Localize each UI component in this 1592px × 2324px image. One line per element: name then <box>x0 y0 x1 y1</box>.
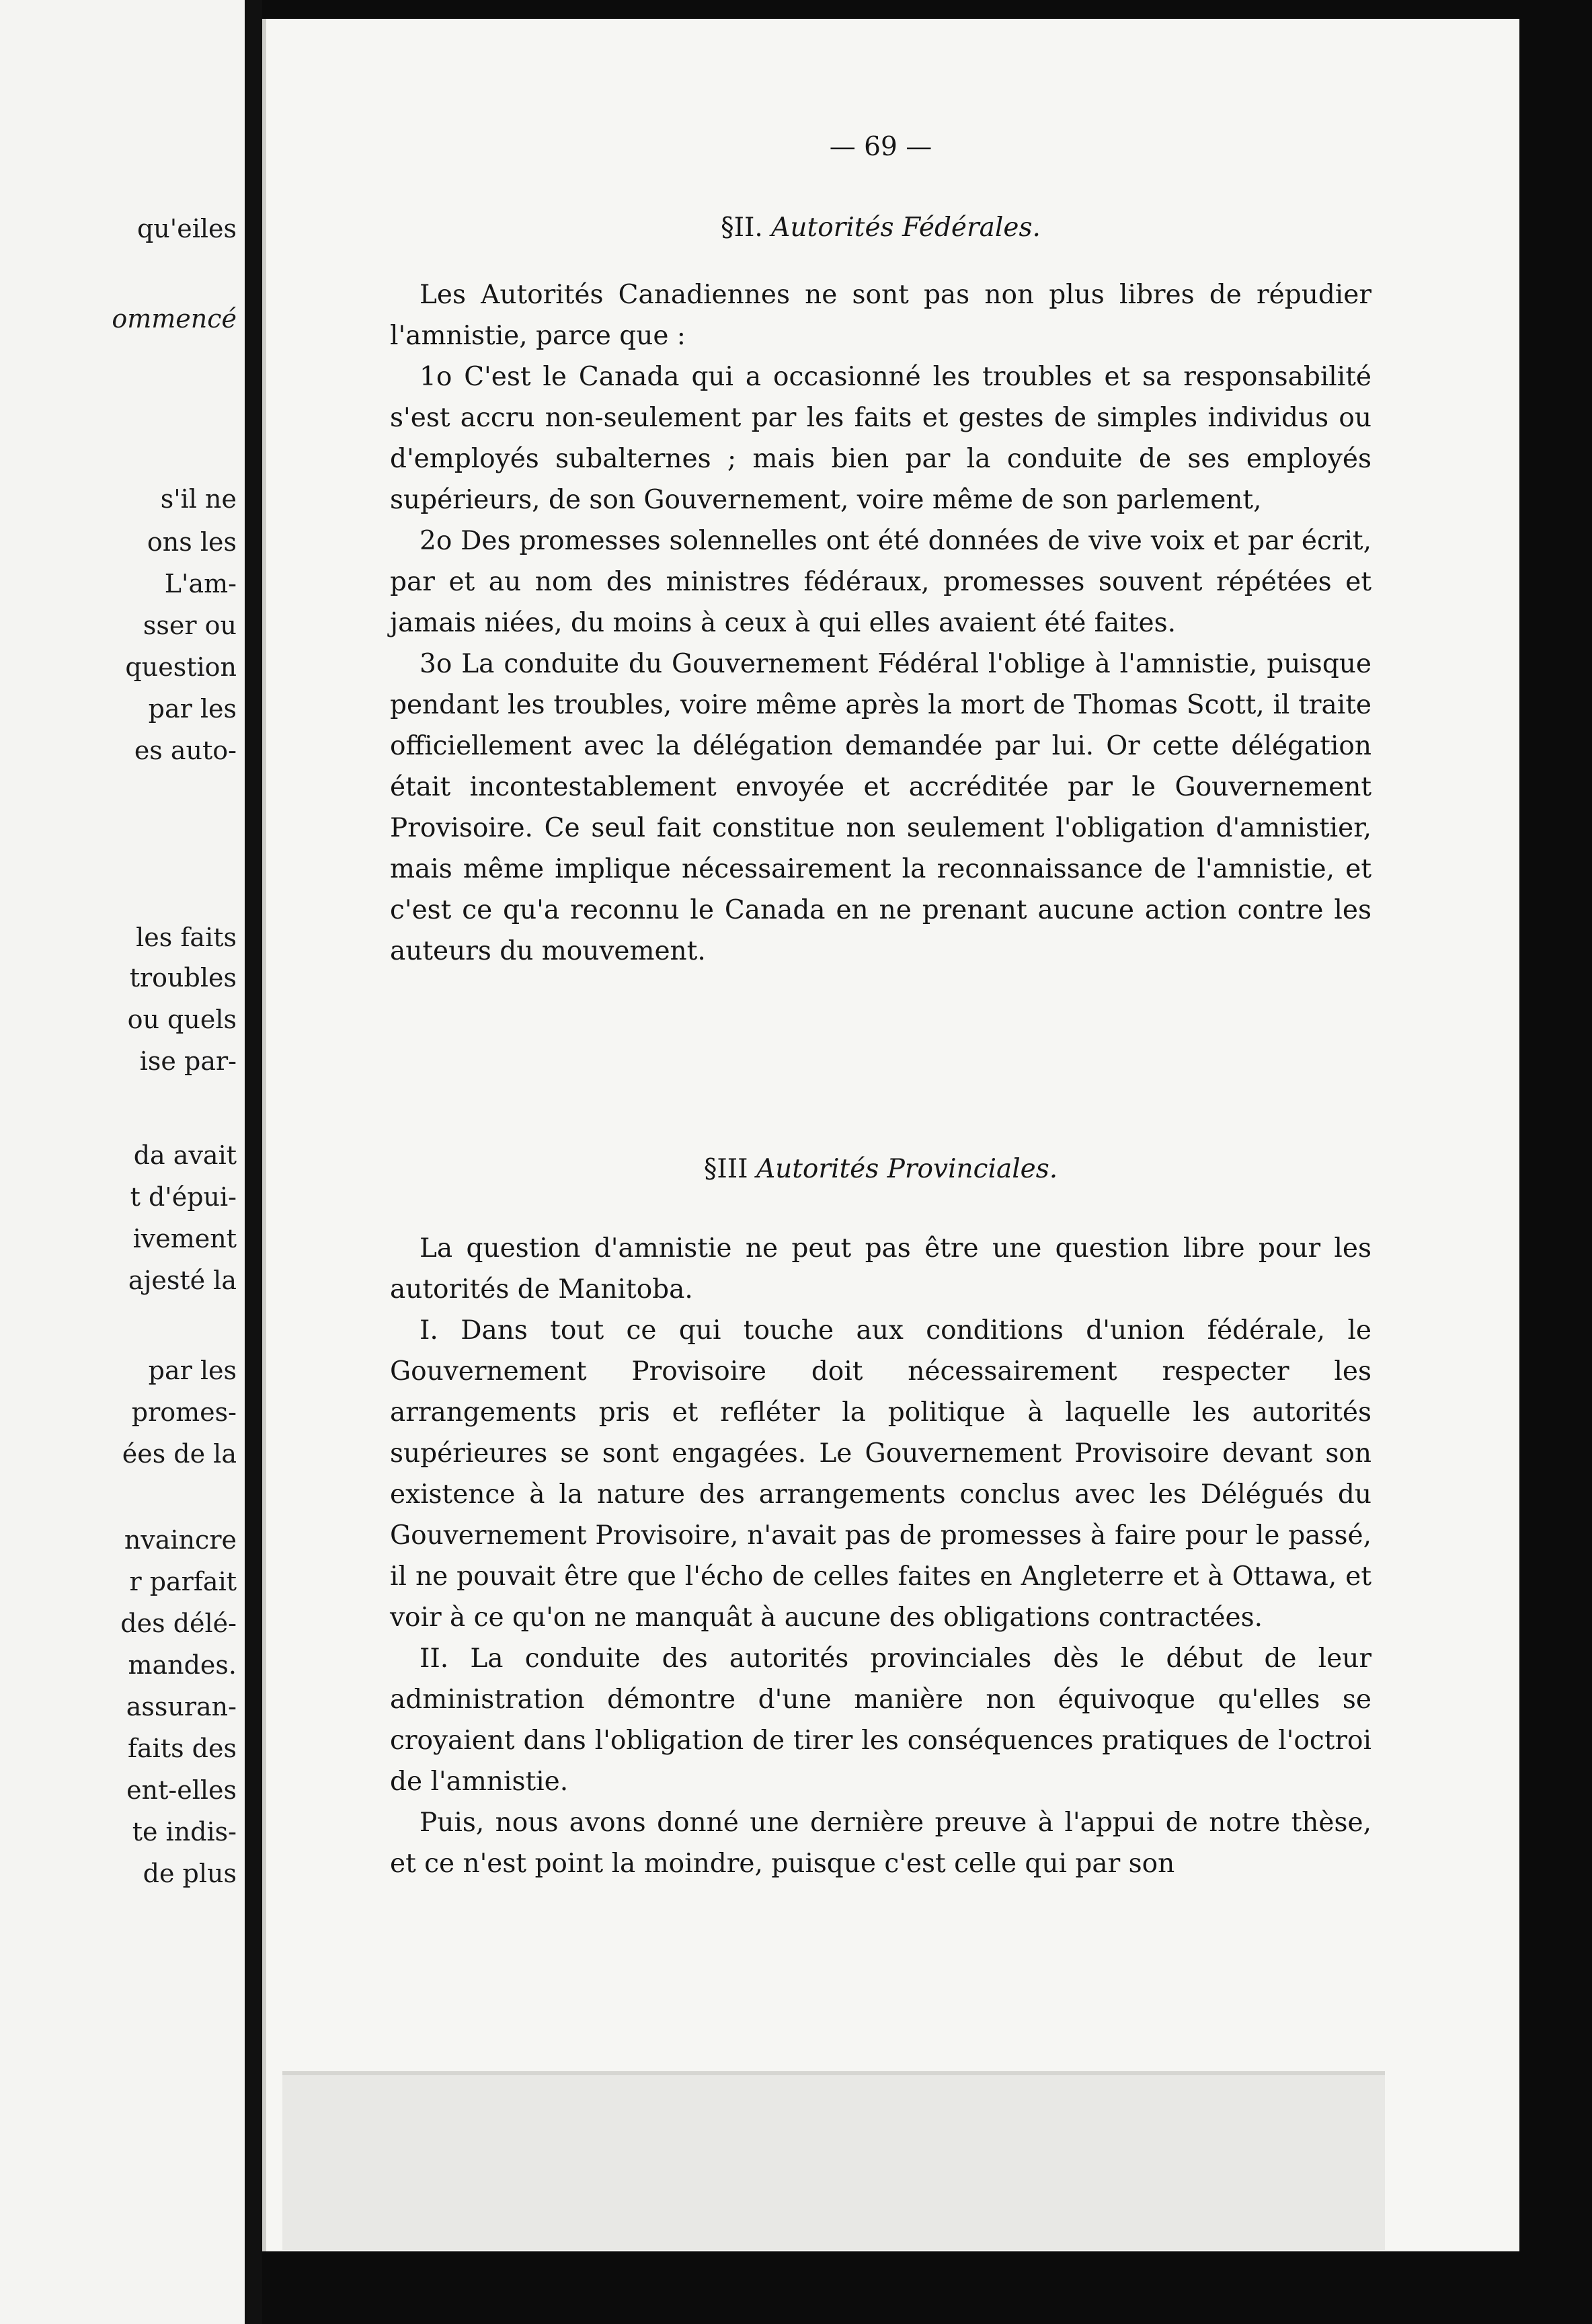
previous-page-fragment: ons les <box>147 527 237 557</box>
previous-page-fragment: mandes. <box>128 1650 237 1680</box>
previous-page-fragment: qu'eiles <box>136 214 237 243</box>
previous-page-fragment: ent-elles <box>126 1775 237 1805</box>
previous-page-fragment: faits des <box>127 1734 237 1763</box>
previous-page-fragment: nvaincre <box>124 1525 237 1555</box>
section-title: Autorités Fédérales. <box>771 212 1041 243</box>
previous-page-fragment: es auto- <box>134 736 237 765</box>
previous-page-fragment: ivement <box>132 1224 237 1253</box>
previous-page-fragment: ommencé <box>112 304 237 334</box>
previous-page-fragment: promes- <box>131 1397 237 1427</box>
previous-page-fragment: L'am- <box>164 569 237 598</box>
previous-page-strip <box>0 0 245 2324</box>
section-number: §III <box>703 1154 748 1184</box>
paragraph: 2o Des promesses solennelles ont été données de vive voix et par écrit, par et au nom des ministres fédéraux, promesses souvent répétées et jamais niées, du moins à ceux à qui elles avaient été faites. <box>390 526 1371 638</box>
previous-page-fragment: de plus <box>143 1859 237 1888</box>
section-heading-federal <box>390 212 1371 243</box>
paragraph: I. Dans tout ce qui touche aux conditions d'union fédérale, le Gouvernement Provisoire doit nécessairement respecter les arrangements pris et refléter la politique à laquelle les autorités supérieures se sont engagées. Le Gouvernement Provisoire devant son existence à la nature des arrangements conclus avec les Délégués du Gouvernement Provisoire, n'avait pas de promesses à faire pour le passé, il ne pouvait être que l'écho de celles faites en Angleterre et à Ottawa, et voir à ce qu'on ne manquât à aucune des obligations contractées. <box>390 1315 1371 1633</box>
previous-page-fragment: par les <box>148 694 237 724</box>
paragraph: II. La conduite des autorités provinciales dès le début de leur administration démontre d'une manière non équivoque qu'elles se croyaient dans l'obligation de tirer les conséquences pratiques de l'octroi de l'amnistie. <box>390 1643 1371 1797</box>
book-gutter <box>245 0 262 2324</box>
paragraph: Puis, nous avons donné une dernière preuve à l'appui de notre thèse, et ce n'est point la moindre, puisque c'est celle qui par son <box>390 1808 1371 1879</box>
section-title: Autorités Provinciales. <box>756 1154 1058 1184</box>
previous-page-fragment: question <box>125 652 237 682</box>
previous-page-fragment: da avait <box>133 1140 237 1170</box>
previous-page-fragment: ise par- <box>139 1046 237 1076</box>
previous-page-fragment: ou quels <box>127 1005 237 1034</box>
section-heading-provincial <box>390 1154 1371 1184</box>
paragraph: 3o La conduite du Gouvernement Fédéral l'oblige à l'amnistie, puisque pendant les troubles, voire même après la mort de Thomas Scott, il traite officiellement avec la délégation demandée par lui. Or cette délégation était incontestablement envoyée et accréditée par le Gouvernement Provisoire. Ce seul fait constitue non seulement l'obligation d'amnistier, mais même implique nécessairement la reconnaissance de l'amnistie, et c'est ce qu'a reconnu le Canada en ne prenant aucune action contre les auteurs du mouvement. <box>390 649 1371 966</box>
section-federal-body <box>390 274 1371 972</box>
previous-page-fragment: troubles <box>129 963 237 993</box>
paragraph: Les Autorités Canadiennes ne sont pas non plus libres de répudier l'amnistie, parce que : <box>390 280 1371 351</box>
previous-page-fragment: par les <box>148 1356 237 1385</box>
previous-page-fragment: ées de la <box>122 1439 237 1469</box>
section-number: §II. <box>721 212 763 243</box>
previous-page-fragment: sser ou <box>143 611 237 640</box>
previous-page-fragment: les faits <box>136 923 237 952</box>
previous-page-fragment: r parfait <box>129 1567 237 1596</box>
previous-page-fragment: te indis- <box>132 1817 237 1847</box>
section-provincial-body <box>390 1228 1371 1884</box>
paragraph: 1o C'est le Canada qui a occasionné les troubles et sa responsabilité s'est accru non-seulement par les faits et gestes de simples individus ou d'employés subalternes ; mais bien par la conduite de ses employés supérieurs, de son Gouvernement, voire même de son parlement, <box>390 362 1371 515</box>
scan-border <box>1519 0 1592 2324</box>
paragraph: La question d'amnistie ne peut pas être une question libre pour les autorités de Manitoba. <box>390 1233 1371 1305</box>
previous-page-fragment: des délé- <box>120 1609 237 1638</box>
page-number: — 69 — <box>829 132 932 162</box>
previous-page-fragment: t d'épui- <box>130 1182 237 1212</box>
previous-page-fragment: s'il ne <box>160 484 237 514</box>
page-bottom-edge <box>282 2071 1385 2250</box>
previous-page-fragment: assuran- <box>126 1692 237 1721</box>
previous-page-fragment: ajesté la <box>128 1266 237 1295</box>
